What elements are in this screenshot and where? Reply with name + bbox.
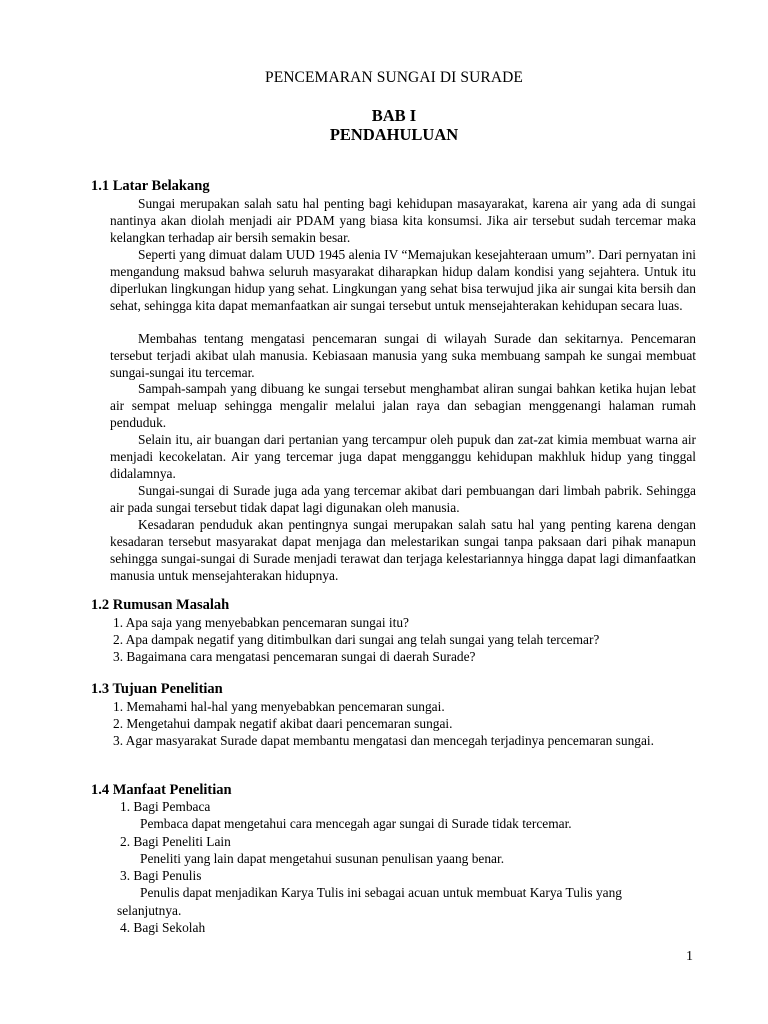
page-number: 1 [686,949,693,964]
list-item: 1. Apa saja yang menyebabkan pencemaran sungai itu? [113,615,409,630]
list-item-description: Peneliti yang lain dapat mengetahui susunan penulisan yaang benar. [140,850,505,866]
paragraph: Membahas tentang mengatasi pencemaran sungai di wilayah Surade dan sekitarnya. Pencemaran tersebut terjadi akibat ulah manusia. Kebiasaan manusia yang suka membuang sampah ke sungai membuat sungai-sungai itu tercemar. [110,331,696,380]
list-item: 3. Bagaimana cara mengatasi pencemaran sungai di daerah Surade? [113,649,476,664]
list-item-description: Pembaca dapat mengetahui cara mencegah agar sungai di Surade tidak tercemar. [140,816,572,832]
document-title: PENCEMARAN SUNGAI DI SURADE [264,69,524,86]
paragraph: Sampah-sampah yang dibuang ke sungai tersebut menghambat aliran sungai bahkan ketika hujan lebat air sempat meluap sehingga mengalir melalui jalan raya dan sebagian menggenangi halaman rumah penduduk. [110,381,696,430]
list-item-label: 3. Bagi Penulis [120,868,202,884]
list-item [117,833,697,868]
chapter-title: PENDAHULUAN [329,125,459,144]
list-item-label: 1. Bagi Pembaca [120,799,211,814]
list-item: 2. Apa dampak negatif yang ditimbulkan dari sungai ang telah sungai yang telah tercemar? [113,632,600,647]
manfaat-penelitian-list [117,798,697,936]
list-item: 1. Memahami hal-hal yang menyebabkan pencemaran sungai. [113,699,445,714]
tujuan-penelitian-list [113,698,703,749]
list-item [117,919,697,936]
section-heading-manfaat-penelitian: 1.4 Manfaat Penelitian [91,782,232,798]
list-item: 2. Mengetahui dampak negatif akibat daari pencemaran sungai. [113,716,453,731]
paragraph: Seperti yang dimuat dalam UUD 1945 alenia IV “Memajukan kesejahteraan umum”. Dari pernyatan ini mengandung maksud bahwa seluruh masyarakat diharapkan hidup dalam kondisi yang sejahtera. Untuk itu diperlukan lingkungan hidup yang sehat. Lingkungan yang sehat bisa terwujud jika air sungai kita bersih dan sehat, sehingga kita dapat memanfaatkan air sungai tersebut untuk mensejahterakan kehidupan secara luas. [110,247,696,313]
paragraph: Kesadaran penduduk akan pentingnya sungai merupakan salah satu hal yang penting karena dengan kesadaran tersebut masyarakat dapat menjaga dan melestarikan sungai tanpa paksaan dari pihak manapun sehingga sungai-sungai di Surade menjadi terawat dan terjaga kelestariannya hingga dapat lagi dimanfaatkan manusia untuk mensejahterakan hidupnya. [110,517,696,583]
list-item [117,867,697,919]
paragraph: Selain itu, air buangan dari pertanian yang tercampur oleh pupuk dan zat-zat kimia membuat warna air menjadi kecokelatan. Air yang tercemar juga dapat mengganggu kehidupan makhluk hidup yang tinggal didalamnya. [110,432,696,481]
list-item-label: 2. Bagi Peneliti Lain [120,833,231,849]
list-item: 3. Agar masyarakat Surade dapat membantu mengatasi dan mencegah terjadinya pencemaran sungai. [113,733,654,748]
paragraph: Sungai-sungai di Surade juga ada yang tercemar akibat dari pembuangan dari limbah pabrik. Sehingga air pada sungai tersebut tidak dapat lagi digunakan oleh manusia. [110,483,696,515]
section-heading-latar-belakang: 1.1 Latar Belakang [91,178,210,194]
section-heading-tujuan-penelitian: 1.3 Tujuan Penelitian [91,681,223,697]
list-item-description: Penulis dapat menjadikan Karya Tulis ini sebagai acuan untuk membuat Karya Tulis yang selanjutnya. [117,885,622,918]
rumusan-masalah-list [113,614,703,665]
paragraph: Sungai merupakan salah satu hal penting bagi kehidupan masayarakat, karena air yang ada di sungai nantinya akan diolah menjadi air PDAM yang biasa kita konsumsi. Jika air tersebut sudah tercemar maka kelangkan terhadap air bersih semakin besar. [110,196,696,245]
list-item [117,798,697,833]
chapter-number: BAB I [371,106,417,125]
section-heading-rumusan-masalah: 1.2 Rumusan Masalah [91,597,230,613]
list-item-label: 4. Bagi Sekolah [120,920,206,936]
